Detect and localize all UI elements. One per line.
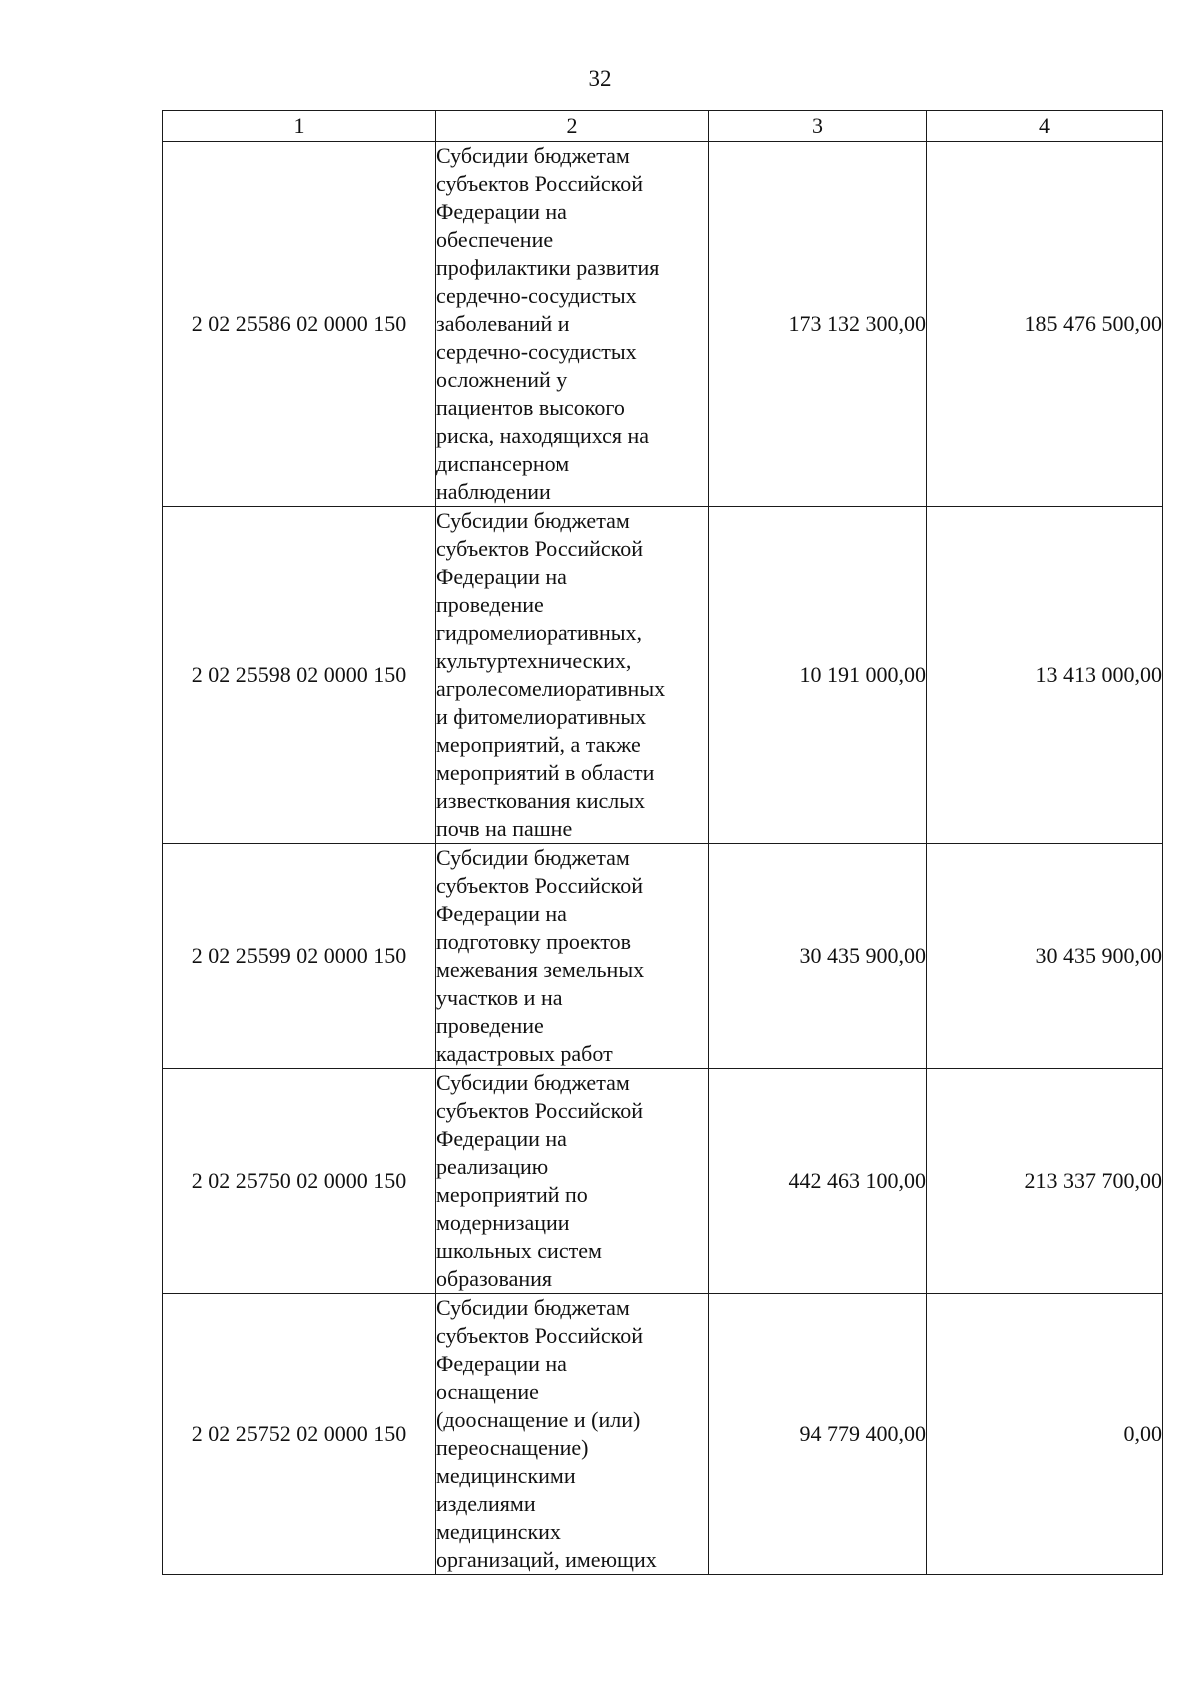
description-line: мероприятий в области <box>436 760 655 785</box>
header-row <box>163 111 1163 142</box>
description-line: кадастровых работ <box>436 1041 613 1066</box>
description-line: школьных систем <box>436 1238 602 1263</box>
description-line: Субсидии бюджетам <box>436 1295 630 1320</box>
description-cell <box>436 1294 709 1575</box>
amount-col3-cell: 10 191 000,00 <box>709 507 927 844</box>
description-line: сердечно-сосудистых <box>436 283 637 308</box>
table-row <box>163 1294 1163 1575</box>
description-line: Субсидии бюджетам <box>436 508 630 533</box>
description-line: организаций, имеющих <box>436 1547 657 1572</box>
amount-col3-cell: 442 463 100,00 <box>709 1069 927 1294</box>
column-header-4: 4 <box>927 111 1163 142</box>
budget-code-cell: 2 02 25750 02 0000 150 <box>163 1069 436 1294</box>
description-line: медицинскими <box>436 1463 576 1488</box>
column-header-2: 2 <box>436 111 709 142</box>
description-line: участков и на <box>436 985 563 1010</box>
table-row <box>163 844 1163 1069</box>
amount-col4-cell: 13 413 000,00 <box>927 507 1163 844</box>
description-line: осложнений у <box>436 367 568 392</box>
description-line: изделиями <box>436 1491 536 1516</box>
description-line: Субсидии бюджетам <box>436 1070 630 1095</box>
description-line: субъектов Российской <box>436 171 644 196</box>
description-line: агролесомелиоративных <box>436 676 666 701</box>
description-cell <box>436 1069 709 1294</box>
budget-table <box>162 110 1163 1575</box>
budget-code-cell: 2 02 25586 02 0000 150 <box>163 142 436 507</box>
description-line: и фитомелиоративных <box>436 704 647 729</box>
description-line: реализацию <box>436 1154 549 1179</box>
description-line: субъектов Российской <box>436 1323 644 1348</box>
table-row <box>163 507 1163 844</box>
table-row <box>163 142 1163 507</box>
description-line: модернизации <box>436 1210 570 1235</box>
description-line: гидромелиоративных, <box>436 620 643 645</box>
description-line: медицинских <box>436 1519 561 1544</box>
description-line: профилактики развития <box>436 255 660 280</box>
amount-col3-cell: 94 779 400,00 <box>709 1294 927 1575</box>
amount-col4-cell: 185 476 500,00 <box>927 142 1163 507</box>
description-line: Субсидии бюджетам <box>436 845 630 870</box>
table-row <box>163 1069 1163 1294</box>
table-header <box>163 111 1163 142</box>
description-line: заболеваний и <box>436 311 570 336</box>
description-line: переоснащение) <box>436 1435 589 1460</box>
description-line: Федерации на <box>436 1351 567 1376</box>
amount-col3-cell: 173 132 300,00 <box>709 142 927 507</box>
description-line: субъектов Российской <box>436 536 644 561</box>
description-line: субъектов Российской <box>436 873 644 898</box>
description-line: Субсидии бюджетам <box>436 143 630 168</box>
column-header-1: 1 <box>163 111 436 142</box>
description-cell <box>436 844 709 1069</box>
description-line: проведение <box>436 592 544 617</box>
description-line: Федерации на <box>436 901 567 926</box>
budget-code-cell: 2 02 25598 02 0000 150 <box>163 507 436 844</box>
description-line: мероприятий по <box>436 1182 588 1207</box>
description-line: пациентов высокого <box>436 395 625 420</box>
description-line: почв на пашне <box>436 816 573 841</box>
description-line: сердечно-сосудистых <box>436 339 637 364</box>
description-line: субъектов Российской <box>436 1098 644 1123</box>
description-line: образования <box>436 1266 553 1291</box>
description-line: Федерации на <box>436 564 567 589</box>
amount-col3-cell: 30 435 900,00 <box>709 844 927 1069</box>
amount-col4-cell: 213 337 700,00 <box>927 1069 1163 1294</box>
description-line: известкования кислых <box>436 788 645 813</box>
description-line: риска, находящихся на <box>436 423 650 448</box>
description-line: проведение <box>436 1013 544 1038</box>
description-line: Федерации на <box>436 199 567 224</box>
description-cell <box>436 507 709 844</box>
description-line: мероприятий, а также <box>436 732 641 757</box>
description-line: наблюдении <box>436 479 551 504</box>
table-body <box>163 142 1163 1575</box>
page-number: 32 <box>588 66 612 91</box>
description-line: межевания земельных <box>436 957 645 982</box>
budget-code-cell: 2 02 25599 02 0000 150 <box>163 844 436 1069</box>
description-line: диспансерном <box>436 451 570 476</box>
description-line: оснащение <box>436 1379 539 1404</box>
budget-code-cell: 2 02 25752 02 0000 150 <box>163 1294 436 1575</box>
description-cell <box>436 142 709 507</box>
column-header-3: 3 <box>709 111 927 142</box>
amount-col4-cell: 30 435 900,00 <box>927 844 1163 1069</box>
description-line: обеспечение <box>436 227 554 252</box>
description-line: Федерации на <box>436 1126 567 1151</box>
description-line: (дооснащение и (или) <box>436 1407 641 1432</box>
description-line: подготовку проектов <box>436 929 632 954</box>
amount-col4-cell: 0,00 <box>927 1294 1163 1575</box>
description-line: культуртехнических, <box>436 648 632 673</box>
